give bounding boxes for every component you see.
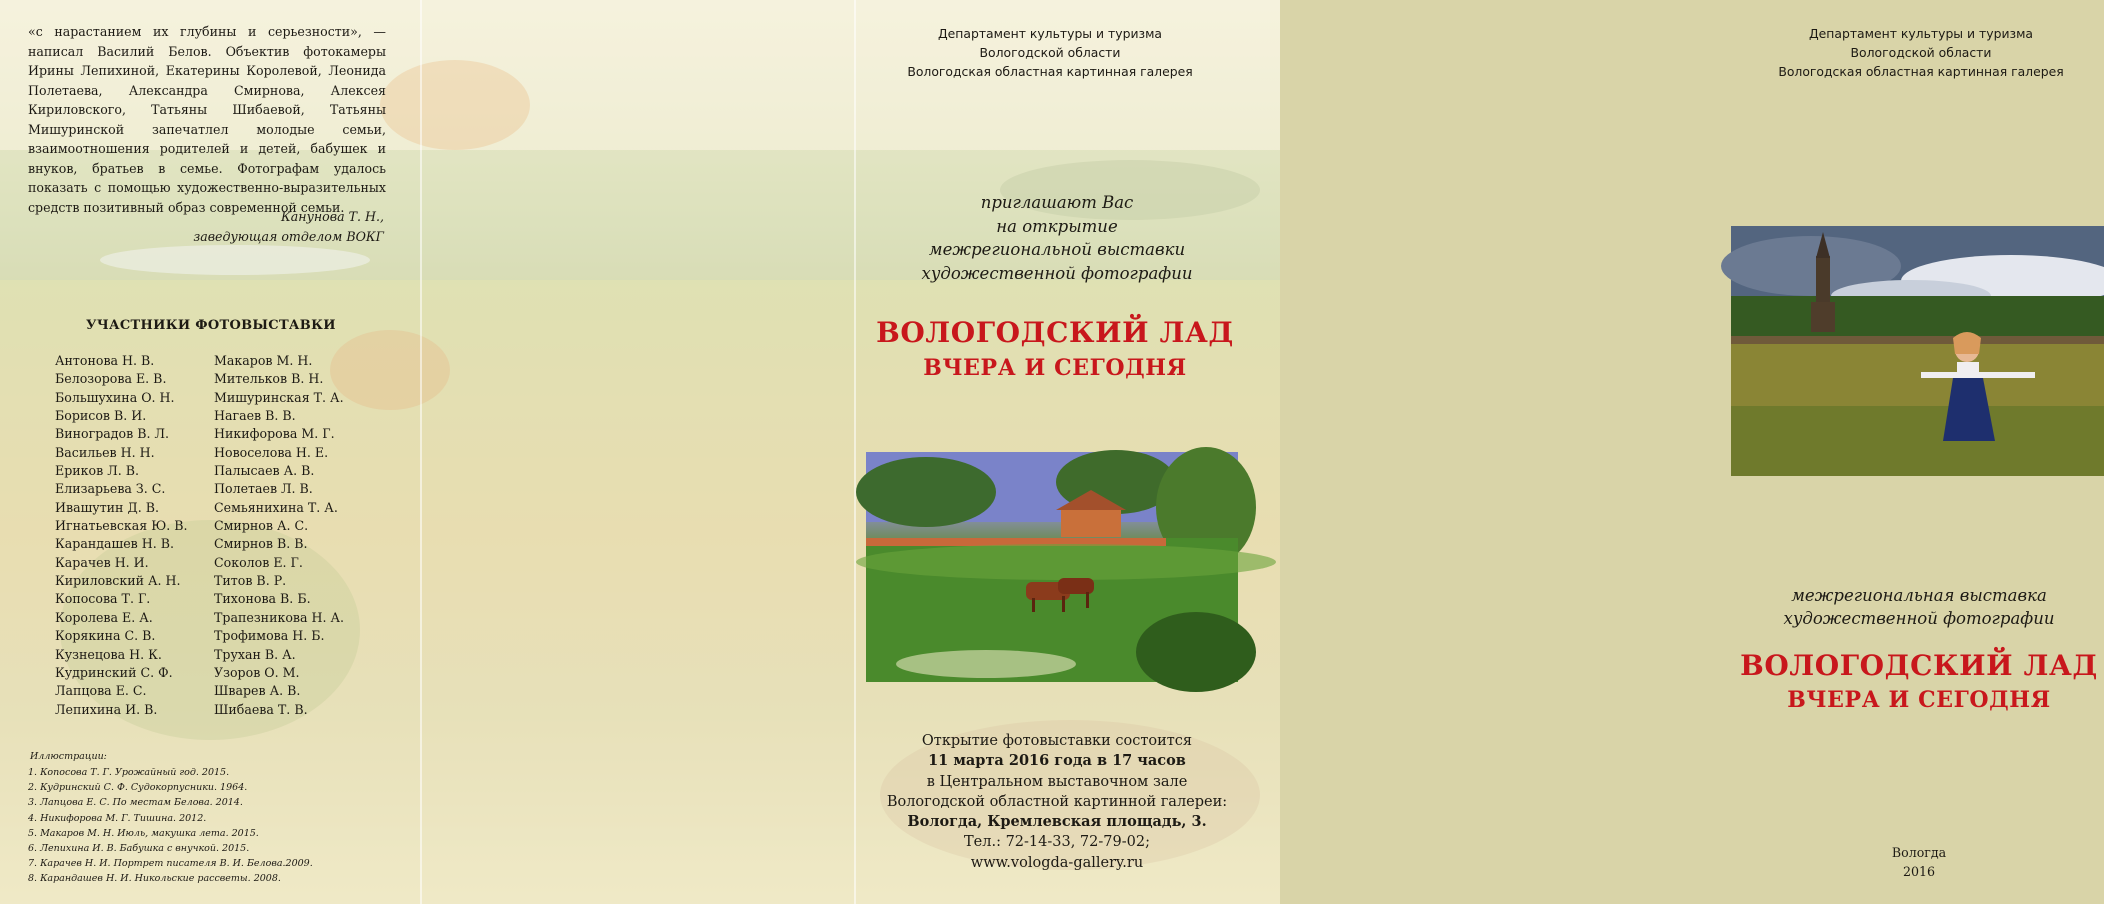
- participant-name: Смирнов В. В.: [214, 536, 308, 552]
- participants-column-2: [214, 352, 344, 719]
- quote-text: «с нарастанием их глубины и серьезности», — написал Василий Белов. Объектив фотокамеры Ирины Лепихиной, Екатерины Королевой, Леонида Полетаева, Александра Смирнова, Алексея Кириловского, Татьяны Шибаевой, Татьяны Мишуринской запечатлел молодые семьи, взаимоотношения родителей и детей, бабушек и внуков, братьев в семье. Фотографам удалось показать с помощью художественно-выразительных средств позитивный образ современной семьи.: [28, 24, 386, 215]
- participant-name: Узоров О. М.: [214, 664, 300, 680]
- participant-name: Королева Е. А.: [55, 609, 153, 625]
- illustrations-list: [28, 765, 313, 887]
- participant-name: Елизарьева З. С.: [55, 481, 166, 497]
- participants-column-1: [55, 352, 188, 719]
- subtitle-line: межрегиональная выставка: [1791, 586, 2047, 605]
- participant-name: Трапезникова Н. А.: [214, 609, 345, 625]
- place-and-year: [1854, 843, 1984, 881]
- signature-role: заведующая отделом ВОКГ: [193, 229, 384, 244]
- participant-name: Ериков Л. В.: [55, 463, 139, 479]
- participant-name: Шибаева Т. В.: [214, 701, 308, 717]
- info-phone: Тел.: 72-14-33, 72-79-02;: [964, 834, 1150, 851]
- participant-name: Антонова Н. В.: [55, 353, 155, 368]
- title-line-2: ВЧЕРА И СЕГОДНЯ: [923, 355, 1187, 381]
- city: Вологда: [1891, 845, 1947, 860]
- organizer-line: Департамент культуры и туризма: [1808, 26, 2034, 41]
- participant-name: Никифорова М. Г.: [214, 426, 335, 442]
- year: 2016: [1902, 864, 1936, 879]
- organizer-line: Вологодская областная картинная галерея: [907, 64, 1193, 79]
- organizer-line: Департамент культуры и туризма: [937, 26, 1163, 41]
- exhibition-subtitle: [1734, 584, 2104, 631]
- participant-name: Полетаев Л. В.: [214, 481, 313, 497]
- info-date: 11 марта 2016 года в 17 часов: [928, 752, 1186, 770]
- participant-name: Кудринский С. Ф.: [55, 664, 173, 680]
- title-line-1: ВОЛОГОДСКИЙ ЛАД: [1740, 649, 2098, 682]
- participant-name: Мительков В. Н.: [214, 371, 324, 387]
- illustrations-title: Иллюстрации:: [30, 751, 107, 762]
- info-line-4: Вологодской областной картинной галереи:: [886, 793, 1228, 810]
- participant-name: Макаров М. Н.: [214, 353, 313, 368]
- invitation-line: приглашают Вас: [980, 193, 1134, 212]
- organizers: [1744, 24, 2098, 81]
- signature-name: Канунова Т. Н.,: [281, 209, 384, 224]
- participant-name: Карачев Н. И.: [55, 554, 149, 570]
- illustration-caption: 6. Лепихина И. В. Бабушка с внучкой. 2015.: [28, 842, 250, 854]
- participants-title: УЧАСТНИКИ ФОТОВЫСТАВКИ: [86, 318, 336, 333]
- participant-name: Ивашутин Д. В.: [55, 499, 159, 515]
- illustration-caption: 2. Кудринский С. Ф. Судокорпусники. 1964.: [28, 782, 248, 794]
- organizer-line: Вологодской области: [1850, 45, 1992, 60]
- participant-name: Кузнецова Н. К.: [55, 646, 162, 662]
- info-website: www.vologda-gallery.ru: [970, 854, 1144, 871]
- participant-name: Соколов Е. Г.: [214, 554, 303, 570]
- participant-name: Игнатьевская Ю. В.: [55, 518, 188, 534]
- illustration-caption: 8. Карандашев Н. И. Никольские рассветы. 2008.: [28, 873, 281, 885]
- invitation-line: на открытие: [996, 216, 1118, 236]
- participant-name: Титов В. Р.: [214, 573, 287, 589]
- participant-name: Семьянихина Т. А.: [214, 499, 338, 515]
- organizer-line: Вологодской области: [979, 45, 1121, 60]
- participant-name: Шварев А. В.: [214, 683, 301, 699]
- participant-name: Кириловский А. Н.: [55, 573, 181, 589]
- participant-name: Мишуринская Т. А.: [214, 389, 344, 405]
- participant-name: Тихонова В. Б.: [214, 591, 311, 607]
- title-line-1: ВОЛОГОДСКИЙ ЛАД: [876, 316, 1234, 349]
- middle-panel: [420, 0, 1234, 904]
- invitation-line: художественной фотографии: [921, 263, 1193, 283]
- participant-name: Нагаев В. В.: [214, 408, 296, 424]
- participant-name: Смирнов А. С.: [214, 518, 309, 534]
- right-panel: [854, 0, 2098, 904]
- participant-name: Большухина О. Н.: [55, 389, 175, 405]
- participant-name: Карандашев Н. В.: [55, 536, 174, 552]
- illustration-caption: 5. Макаров М. Н. Июль, макушка лета. 2015.: [28, 827, 259, 839]
- participant-name: Лепихина И. В.: [55, 701, 158, 717]
- participant-name: Корякина С. В.: [55, 628, 156, 644]
- participant-name: Виноградов В. Л.: [55, 426, 169, 442]
- participant-name: Борисов В. И.: [55, 408, 147, 424]
- title-line-2: ВЧЕРА И СЕГОДНЯ: [1787, 687, 2051, 713]
- participant-name: Белозорова Е. В.: [55, 371, 167, 387]
- participant-name: Палысаев А. В.: [214, 463, 315, 479]
- exhibition-title: [1734, 647, 2104, 715]
- illustration-caption: 1. Копосова Т. Г. Урожайный год. 2015.: [28, 767, 230, 778]
- participant-name: Новоселова Н. Е.: [214, 444, 329, 460]
- info-line-1: Открытие фотовыставки состоится: [921, 733, 1193, 749]
- participant-name: Лапцова Е. С.: [55, 683, 147, 699]
- illustration-caption: 7. Карачев Н. И. Портрет писателя В. И. Белова.2009.: [28, 858, 313, 870]
- girl-church-photo: [1731, 226, 2104, 476]
- left-panel: [0, 0, 420, 904]
- subtitle-line: художественной фотографии: [1783, 609, 2055, 629]
- participant-name: Копосова Т. Г.: [55, 591, 151, 607]
- participant-name: Васильев Н. Н.: [55, 444, 155, 460]
- info-address: Вологда, Кремлевская площадь, 3.: [907, 813, 1207, 831]
- illustration-caption: 3. Лапцова Е. С. По местам Белова. 2014.: [28, 797, 243, 809]
- info-line-3: в Центральном выставочном зале: [926, 773, 1188, 790]
- participant-name: Трухан В. А.: [214, 646, 296, 662]
- invitation-line: межрегиональной выставки: [928, 240, 1186, 260]
- participant-name: Трофимова Н. Б.: [214, 628, 325, 644]
- organizer-line: Вологодская областная картинная галерея: [1778, 64, 2064, 79]
- illustration-caption: 4. Никифорова М. Г. Тишина. 2012.: [28, 812, 207, 824]
